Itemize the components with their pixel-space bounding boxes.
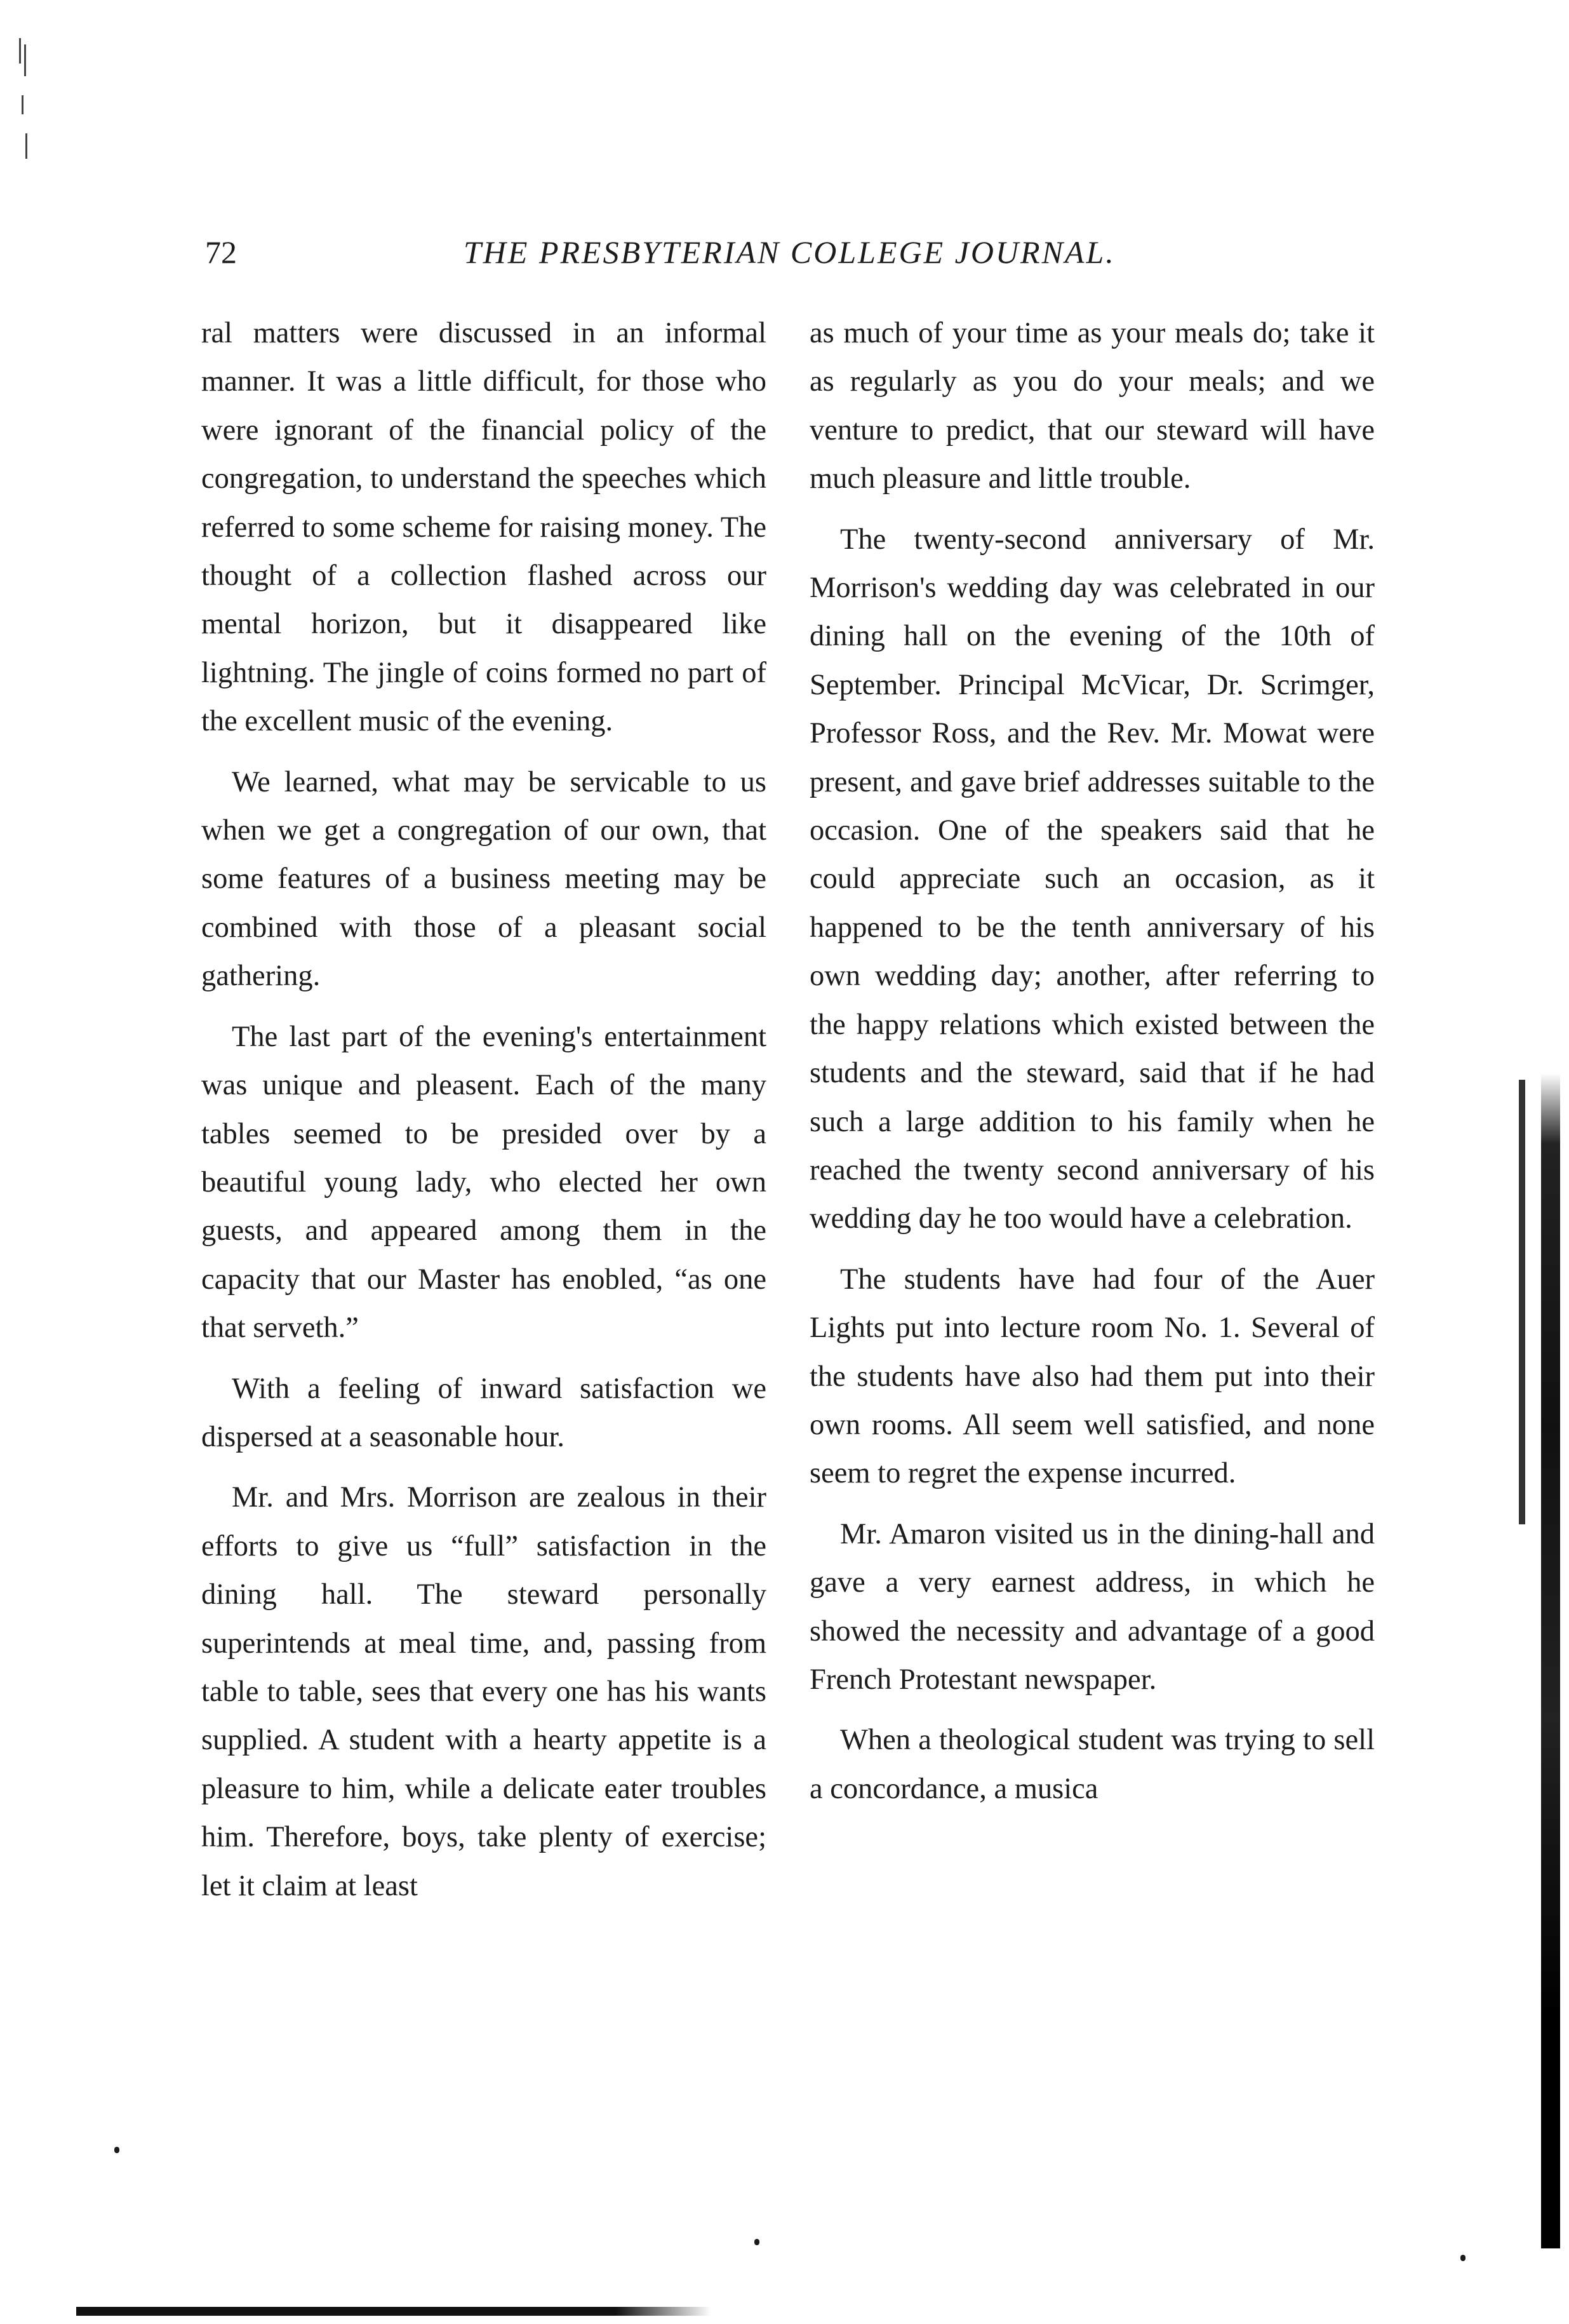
left-column xyxy=(201,309,766,1911)
paragraph: With a feeling of inward satisfaction we dispersed at a seasonable hour. xyxy=(201,1372,766,1453)
left-scan-ticks xyxy=(19,38,32,178)
scan-edge-shadow xyxy=(1541,1073,1560,2248)
paragraph: The twenty-second anniversary of Mr. Morrison's wedding day was celebrated in our dining hall on the evening of the 10th of September. Principal McVicar, Dr. Scrimger, Professor Ross, and the Rev. Mr. Mowat were present, and gave brief addresses suitable to the occasion. One of the speakers said that he could appreciate such an occasion, as it happened to be the tenth anniversary of his own wedding day; another, after referring to the happy relations which existed between the students and the steward, said that if he had such a large addition to his family when he reached the twenty second anniversary of his wedding day he too would have a celebration. xyxy=(810,523,1375,1235)
paragraph: The last part of the evening's entertainment was unique and pleasent. Each of the many tables seemed to be presided over by a beautiful young lady, who elected her own guests, and appeared among them in the capacity that our Master has enobled, “as one that serveth.” xyxy=(201,1020,766,1345)
paragraph: Mr. Amaron visited us in the dining-hall and gave a very earnest address, in which he showed the necessity and advantage of a good French Protestant newspaper. xyxy=(810,1517,1375,1696)
scan-speck xyxy=(754,2239,759,2245)
paragraph: When a theological student was trying to sell a concordance, a musica xyxy=(810,1724,1375,1805)
running-title: THE PRESBYTERIAN COLLEGE JOURNAL. xyxy=(464,234,1116,270)
scan-edge-shadow-inner xyxy=(1519,1080,1525,1524)
paragraph: Mr. and Mrs. Morrison are zealous in their efforts to give us “full” satisfaction in the dining hall. The steward personally superintends at meal time, and, passing from table to table, sees that every one has his wants supplied. A student with a hearty appetite is a pleasure to him, while a delicate eater troubles him. Therefore, boys, take plenty of exercise; let it claim at least xyxy=(201,1481,766,1902)
page-number: 72 xyxy=(205,234,237,270)
paragraph: as much of your time as your meals do; take it as regularly as you do your meals; and we venture to predict, that our steward will have much pleasure and little trouble. xyxy=(810,317,1375,495)
scan-speck xyxy=(114,2147,119,2153)
paragraph: We learned, what may be servicable to us when we get a congregation of our own, that some features of a business meeting may be combined with those of a pleasant social gathering. xyxy=(201,765,766,993)
scan-speck xyxy=(1460,2255,1466,2261)
paragraph: The students have had four of the Auer Lights put into lecture room No. 1. Several of the students have also had them put into their own rooms. All seem well satisfied, and none seem to regret the expense incurred. xyxy=(810,1263,1375,1490)
paragraph: ral matters were discussed in an informal manner. It was a little difficult, for those who were ignorant of the financial policy of the congregation, to understand the speeches which referred to some scheme for raising money. The thought of a collection flashed across our mental horizon, but it disappeared like lightning. The jingle of coins formed no part of the excellent music of the evening. xyxy=(201,317,766,738)
right-column xyxy=(810,309,1375,1813)
scan-bottom-rule xyxy=(76,2307,711,2316)
